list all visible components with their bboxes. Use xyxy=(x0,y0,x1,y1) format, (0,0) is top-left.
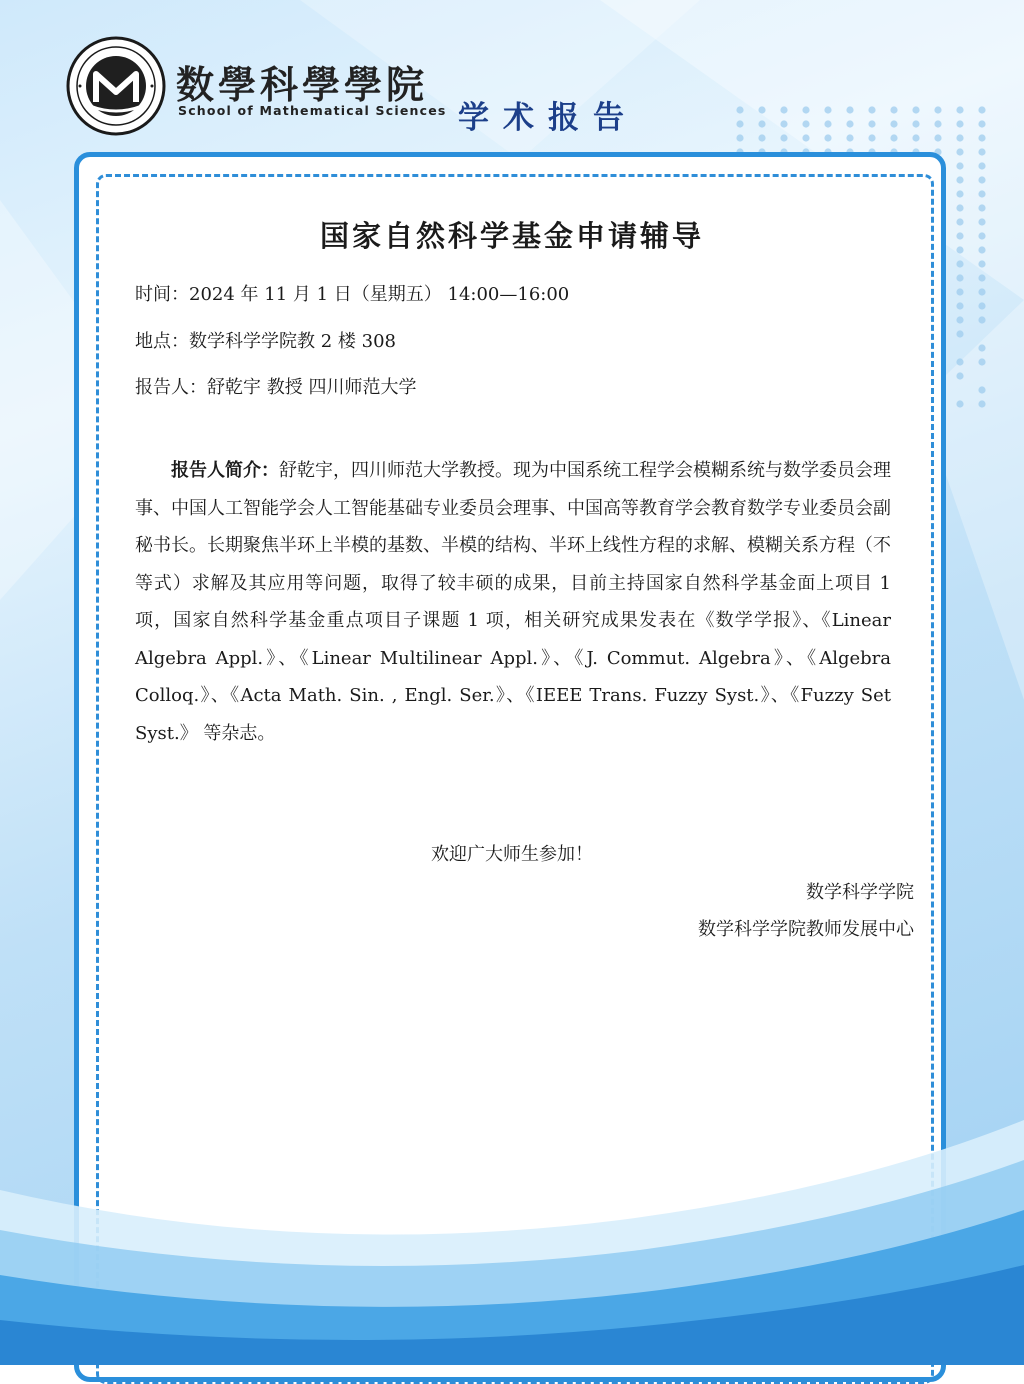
organizer-school: 数学科学学院 xyxy=(806,882,914,903)
school-name-en: School of Mathematical Sciences xyxy=(178,103,447,118)
bio-label: 报告人简介： xyxy=(171,460,279,481)
welcome-text: 欢迎广大师生参加！ xyxy=(431,844,593,865)
organizer-center: 数学科学学院教师发展中心 xyxy=(698,919,914,940)
report-location: 地点：数学科学学院教 2 楼 308 xyxy=(135,331,396,352)
report-time: 时间：2024 年 11 月 1 日（星期五） 14:00—16:00 xyxy=(135,284,570,305)
report-tag: 学术报告 xyxy=(458,100,638,136)
school-name-cn: 数學科學學院 xyxy=(176,62,429,107)
bio-text: 舒乾宇，四川师范大学教授。现为中国系统工程学会模糊系统与数学委员会理事、中国人工智能学会人工智能基础专业委员会理事、中国高等教育学会教育数学专业委员会副秘书长。长期聚焦半环上半模的基数、半模的结构、半环上线性方程的求解、模糊关系方程（不等式）求解及其应用等问题，取得了较丰硕的成果，目前主持国家自然科学基金面上项目 1 项，国家自然科学基金重点项目子课题 1 项，相关研究成果发表在《数学学报》、《Linear Algebra Appl.》、《Linear Multilinear Appl.》、《J. Commut. Algebra》、《Algebra Colloq.》、《Acta Math. Sin. , Engl. Ser.》、《IEEE Trans. Fuzzy Syst.》、《Fuzzy Set Syst.》 等杂志。 xyxy=(135,460,891,744)
report-title: 国家自然科学基金申请辅导 xyxy=(319,219,704,253)
report-speaker: 报告人：舒乾宇 教授 四川师范大学 xyxy=(135,377,417,398)
